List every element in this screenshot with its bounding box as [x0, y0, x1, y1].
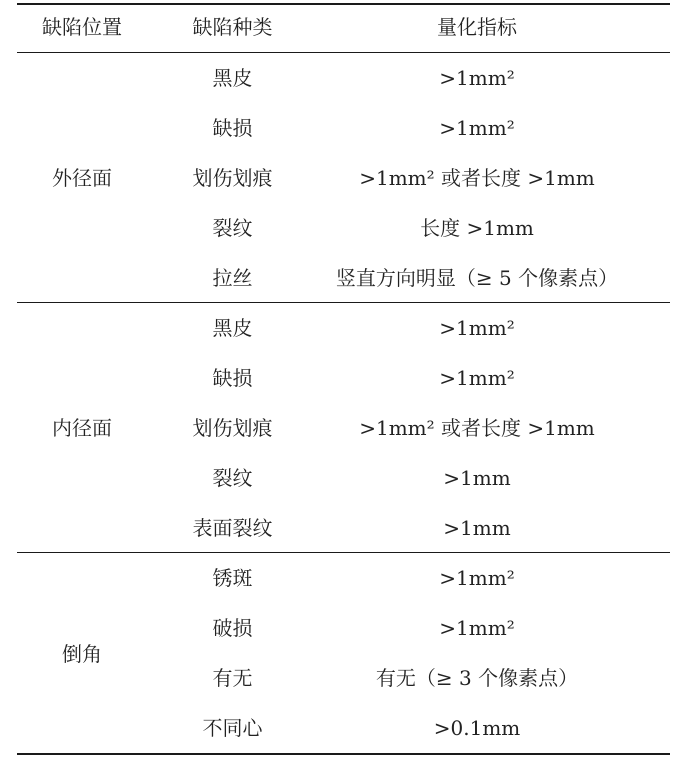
header-metric: 量化指标 [437, 15, 517, 39]
defect-type-cell: 裂纹 [212, 466, 253, 490]
defect-type-cell: 破损 [212, 616, 253, 640]
header-position: 缺陷位置 [42, 15, 122, 39]
metric-cell: 有无（≥ 3 个像素点） [375, 666, 579, 690]
group-position-chamfer: 倒角 [62, 642, 102, 666]
defect-type-cell: 黑皮 [212, 316, 253, 340]
header-rule [17, 52, 670, 53]
metric-cell: >0.1mm [433, 716, 521, 740]
metric-cell: >1mm [443, 516, 511, 540]
metric-cell: >1mm² [439, 566, 515, 590]
metric-cell: >1mm² 或者长度 >1mm [359, 416, 595, 440]
metric-cell: >1mm² [439, 116, 515, 140]
header-type: 缺陷种类 [192, 15, 273, 39]
defect-type-cell: 裂纹 [212, 216, 253, 240]
defect-type-cell: 拉丝 [212, 266, 253, 290]
metric-cell: >1mm² [439, 366, 515, 390]
defect-type-cell: 划伤划痕 [192, 166, 273, 190]
metric-cell: >1mm² [439, 616, 515, 640]
group-position-inner: 内径面 [52, 416, 112, 440]
defect-type-cell: 锈斑 [212, 566, 253, 590]
group-divider [17, 302, 670, 303]
defect-type-cell: 缺损 [212, 116, 253, 140]
metric-cell: >1mm² [439, 66, 515, 90]
bottom-rule [17, 753, 670, 755]
defect-type-cell: 有无 [212, 666, 253, 690]
defect-type-cell: 不同心 [202, 716, 263, 740]
defect-type-cell: 划伤划痕 [192, 416, 273, 440]
defect-table [17, 0, 670, 764]
defect-type-cell: 黑皮 [212, 66, 253, 90]
defect-type-cell: 缺损 [212, 366, 253, 390]
metric-cell: >1mm² [439, 316, 515, 340]
metric-cell: >1mm² 或者长度 >1mm [359, 166, 595, 190]
defect-type-cell: 表面裂纹 [192, 516, 273, 540]
group-position-outer: 外径面 [52, 166, 112, 190]
top-rule [17, 3, 670, 5]
metric-cell: 竖直方向明显（≥ 5 个像素点） [335, 266, 619, 290]
metric-cell: 长度 >1mm [420, 216, 534, 240]
group-divider [17, 552, 670, 553]
metric-cell: >1mm [443, 466, 511, 490]
